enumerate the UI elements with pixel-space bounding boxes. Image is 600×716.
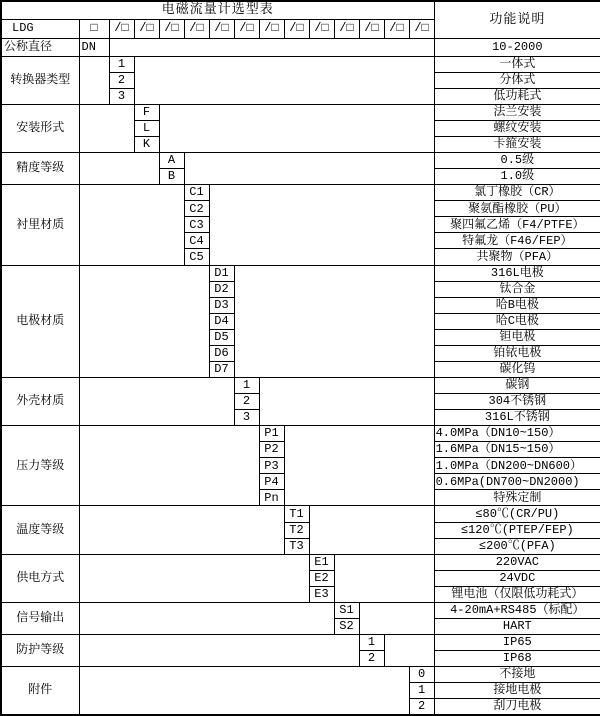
spacer-cell bbox=[79, 265, 209, 377]
model-slot: /□ bbox=[134, 19, 159, 38]
spacer-cell bbox=[79, 554, 309, 602]
function-column-header: 功能说明 bbox=[434, 1, 600, 38]
desc-cell: 接地电极 bbox=[434, 683, 600, 699]
group-label-pressure-rating: 压力等级 bbox=[1, 426, 79, 506]
code-cell: C1 bbox=[184, 185, 209, 201]
group-label-temperature-rating: 温度等级 bbox=[1, 506, 79, 554]
code-cell: L bbox=[134, 120, 159, 136]
desc-cell: 钽电极 bbox=[434, 329, 600, 345]
model-slot: /□ bbox=[309, 19, 334, 38]
table-row bbox=[1, 265, 600, 281]
code-cell: T2 bbox=[284, 522, 309, 538]
spacer-cell bbox=[79, 153, 159, 185]
spacer-cell bbox=[384, 634, 434, 666]
group-label-converter-type: 转换器类型 bbox=[1, 56, 79, 104]
desc-cell: IP65 bbox=[434, 634, 600, 650]
code-cell: C5 bbox=[184, 249, 209, 265]
desc-cell: 1.0级 bbox=[434, 169, 600, 185]
desc-cell: 碳钢 bbox=[434, 377, 600, 393]
code-cell: D7 bbox=[209, 361, 234, 377]
code-cell: D6 bbox=[209, 345, 234, 361]
desc-cell: ≤80℃(CR/PU) bbox=[434, 506, 600, 522]
spacer-cell bbox=[109, 38, 434, 56]
model-slot: /□ bbox=[409, 19, 434, 38]
code-cell: K bbox=[134, 137, 159, 153]
desc-cell: 特氟龙（F46/FEP） bbox=[434, 233, 600, 249]
group-label-electrode-material: 电极材质 bbox=[1, 265, 79, 377]
title-row bbox=[1, 1, 600, 19]
code-cell: Pn bbox=[259, 490, 284, 506]
desc-cell: 哈C电极 bbox=[434, 313, 600, 329]
group-label-protection-rating: 防护等级 bbox=[1, 634, 79, 666]
code-cell: 1 bbox=[409, 683, 434, 699]
code-cell: B bbox=[159, 169, 184, 185]
spacer-cell bbox=[79, 104, 134, 152]
code-cell: 2 bbox=[109, 72, 134, 88]
code-cell: A bbox=[159, 153, 184, 169]
desc-cell: 1.0MPa（DN200~DN600） bbox=[434, 458, 600, 474]
desc-cell: 10-2000 bbox=[434, 38, 600, 56]
code-cell: DN bbox=[79, 38, 109, 56]
code-cell: 1 bbox=[359, 634, 384, 650]
model-slot: /□ bbox=[159, 19, 184, 38]
table-row bbox=[1, 377, 600, 393]
spacer-cell bbox=[309, 506, 434, 554]
code-cell: 3 bbox=[234, 410, 259, 426]
table-row bbox=[1, 56, 600, 72]
desc-cell: 锂电池（仅限低功耗式） bbox=[434, 586, 600, 602]
code-cell: P3 bbox=[259, 458, 284, 474]
group-label-housing-material: 外壳材质 bbox=[1, 377, 79, 425]
code-cell: 1 bbox=[234, 377, 259, 393]
desc-cell: 0.6MPa(DN700~DN2000) bbox=[434, 474, 600, 490]
desc-cell: 220VAC bbox=[434, 554, 600, 570]
code-cell: 2 bbox=[359, 651, 384, 667]
desc-cell: 0.5级 bbox=[434, 153, 600, 169]
group-label-power-supply: 供电方式 bbox=[1, 554, 79, 602]
spacer-cell bbox=[79, 185, 184, 265]
spacer-cell bbox=[79, 667, 409, 715]
group-label-accuracy-class: 精度等级 bbox=[1, 153, 79, 185]
code-cell: 3 bbox=[109, 88, 134, 104]
desc-cell: 法兰安装 bbox=[434, 104, 600, 120]
group-label-installation-type: 安装形式 bbox=[1, 104, 79, 152]
spacer-cell bbox=[334, 554, 434, 602]
code-cell: S2 bbox=[334, 618, 359, 634]
desc-cell: 316L电极 bbox=[434, 265, 600, 281]
code-cell: F bbox=[134, 104, 159, 120]
spacer-cell bbox=[184, 153, 434, 185]
desc-cell: 聚四氟乙烯（F4/PTFE） bbox=[434, 217, 600, 233]
spacer-cell bbox=[79, 377, 234, 425]
model-slot: /□ bbox=[334, 19, 359, 38]
table-row bbox=[1, 104, 600, 120]
spacer-cell bbox=[159, 104, 434, 152]
desc-cell: ≤200℃(PFA) bbox=[434, 538, 600, 554]
group-label-lining-material: 衬里材质 bbox=[1, 185, 79, 265]
model-prefix: LDG bbox=[1, 19, 79, 38]
diameter-row bbox=[1, 38, 600, 56]
desc-cell: ≤120℃(PTEP/FEP) bbox=[434, 522, 600, 538]
code-cell: E3 bbox=[309, 586, 334, 602]
spacer-cell bbox=[284, 426, 434, 506]
desc-cell: 聚氨酯橡胶（PU） bbox=[434, 201, 600, 217]
table-row bbox=[1, 554, 600, 570]
desc-cell: 螺纹安装 bbox=[434, 120, 600, 136]
desc-cell: 哈B电极 bbox=[434, 297, 600, 313]
code-cell: D3 bbox=[209, 297, 234, 313]
code-cell: S1 bbox=[334, 602, 359, 618]
code-cell: D4 bbox=[209, 313, 234, 329]
model-slot: /□ bbox=[234, 19, 259, 38]
desc-cell: 低功耗式 bbox=[434, 88, 600, 104]
code-cell: T1 bbox=[284, 506, 309, 522]
table-row bbox=[1, 153, 600, 169]
desc-cell: 氯丁橡胶（CR） bbox=[434, 185, 600, 201]
model-slot: /□ bbox=[109, 19, 134, 38]
code-cell: 1 bbox=[109, 56, 134, 72]
model-box: □ bbox=[79, 19, 109, 38]
model-slot: /□ bbox=[384, 19, 409, 38]
code-cell: E2 bbox=[309, 570, 334, 586]
table-row bbox=[1, 185, 600, 201]
code-cell: T3 bbox=[284, 538, 309, 554]
table-row bbox=[1, 426, 600, 442]
desc-cell: 刮刀电极 bbox=[434, 699, 600, 715]
table-row bbox=[1, 506, 600, 522]
desc-cell: 卡箍安装 bbox=[434, 137, 600, 153]
desc-cell: 碳化钨 bbox=[434, 361, 600, 377]
spacer-cell bbox=[79, 506, 284, 554]
code-cell: D1 bbox=[209, 265, 234, 281]
spacer-cell bbox=[79, 426, 259, 506]
model-slot: /□ bbox=[359, 19, 384, 38]
desc-cell: HART bbox=[434, 618, 600, 634]
code-cell: 2 bbox=[409, 699, 434, 715]
group-label-accessories: 附件 bbox=[1, 667, 79, 715]
code-cell: C4 bbox=[184, 233, 209, 249]
desc-cell: 铂铱电极 bbox=[434, 345, 600, 361]
table-row bbox=[1, 667, 600, 683]
code-cell: E1 bbox=[309, 554, 334, 570]
desc-cell: 24VDC bbox=[434, 570, 600, 586]
spacer-cell bbox=[359, 602, 434, 634]
desc-cell: 316L不锈钢 bbox=[434, 410, 600, 426]
desc-cell: 一体式 bbox=[434, 56, 600, 72]
desc-cell: 特殊定制 bbox=[434, 490, 600, 506]
desc-cell: 1.6MPa（DN15~150） bbox=[434, 442, 600, 458]
desc-cell: 不接地 bbox=[434, 667, 600, 683]
code-cell: 0 bbox=[409, 667, 434, 683]
code-cell: P4 bbox=[259, 474, 284, 490]
code-cell: C2 bbox=[184, 201, 209, 217]
model-slot: /□ bbox=[184, 19, 209, 38]
model-slot: /□ bbox=[284, 19, 309, 38]
group-label-nominal-diameter: 公称直径 bbox=[1, 38, 79, 56]
code-cell: 2 bbox=[234, 394, 259, 410]
desc-cell: 4.0MPa（DN10~150） bbox=[434, 426, 600, 442]
spacer-cell bbox=[234, 265, 434, 377]
code-cell: D5 bbox=[209, 329, 234, 345]
table-title: 电磁流量计选型表 bbox=[1, 1, 434, 19]
desc-cell: 304不锈钢 bbox=[434, 394, 600, 410]
code-cell: P1 bbox=[259, 426, 284, 442]
spacer-cell bbox=[79, 602, 334, 634]
table-row bbox=[1, 602, 600, 618]
desc-cell: 共聚物（PFA） bbox=[434, 249, 600, 265]
desc-cell: 钛合金 bbox=[434, 281, 600, 297]
code-cell: P2 bbox=[259, 442, 284, 458]
spacer-cell bbox=[134, 56, 434, 104]
desc-cell: 分体式 bbox=[434, 72, 600, 88]
model-slot: /□ bbox=[259, 19, 284, 38]
spacer-cell bbox=[79, 56, 109, 104]
spacer-cell bbox=[259, 377, 434, 425]
desc-cell: 4-20mA+RS485（标配） bbox=[434, 602, 600, 618]
spacer-cell bbox=[79, 634, 359, 666]
group-label-signal-output: 信号输出 bbox=[1, 602, 79, 634]
model-slot: /□ bbox=[209, 19, 234, 38]
code-cell: D2 bbox=[209, 281, 234, 297]
code-cell: C3 bbox=[184, 217, 209, 233]
desc-cell: IP68 bbox=[434, 651, 600, 667]
table-row bbox=[1, 634, 600, 650]
spacer-cell bbox=[209, 185, 434, 265]
